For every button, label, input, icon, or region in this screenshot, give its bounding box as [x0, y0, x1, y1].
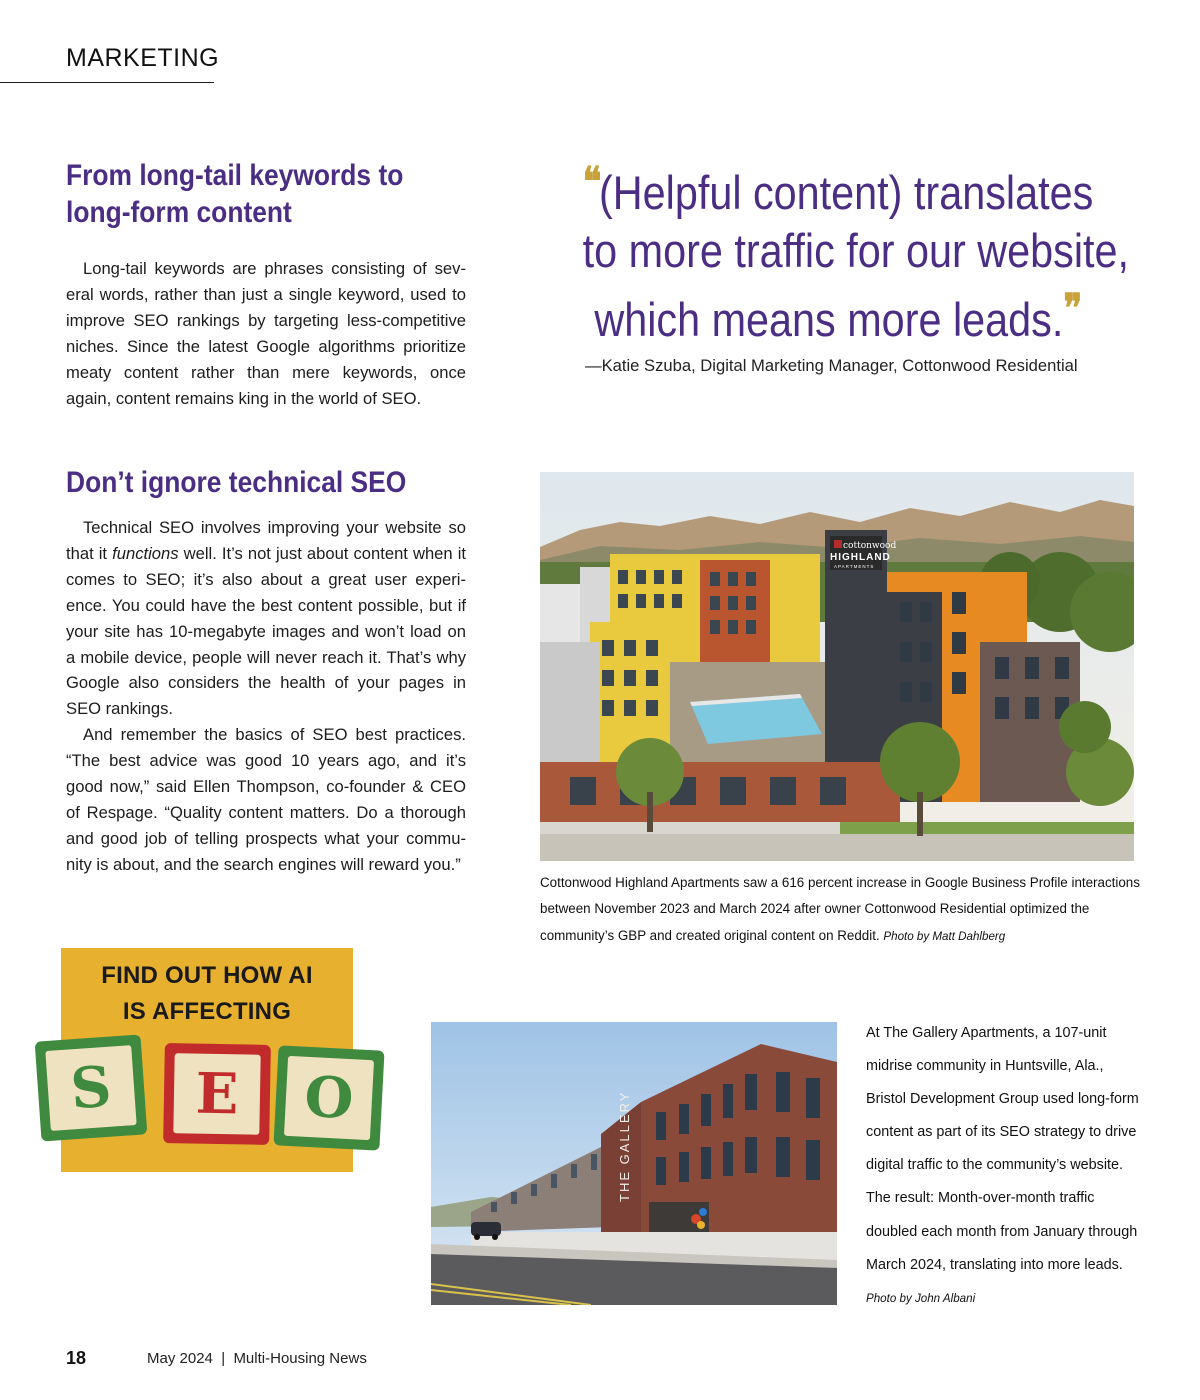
block-o-letter: O [284, 1056, 374, 1140]
open-quote-icon: ❝ [582, 158, 599, 205]
caption-cottonwood [540, 870, 1140, 950]
promo-line-2: IS AFFECTING [122, 998, 292, 1025]
photo-cottonwood-highland [540, 472, 1134, 861]
sign-apartments: APARTMENTS [834, 564, 875, 569]
pull-quote-text-1: (Helpful content) translates [598, 166, 1094, 219]
publication-line: May 2024 | Multi-Housing News [147, 1350, 367, 1367]
photo-credit-albani: Photo by John Albani [866, 1291, 976, 1305]
promo-line-1: FIND OUT HOW AI [101, 962, 313, 989]
section-rule [0, 82, 214, 83]
page-number: 18 [66, 1348, 87, 1368]
section-label: MARKETING [66, 44, 220, 72]
gallery-building-illustration [431, 1022, 837, 1305]
close-quote-icon: ❞ [1063, 285, 1080, 332]
seo-promo-box[interactable] [38, 948, 382, 1172]
block-o [273, 1045, 384, 1150]
block-s-letter: S [45, 1045, 136, 1131]
pull-quote-text-3: which means more leads. [594, 293, 1064, 346]
heading-technical-seo: Don’t ignore technical SEO [66, 466, 407, 499]
pull-quote-line-1 [583, 153, 1092, 222]
pull-quote-line-2: to more traffic for our website, [582, 224, 1130, 277]
paragraph-2 [66, 515, 466, 722]
photo-credit-dahlberg: Photo by Matt Dahlberg [883, 929, 1006, 943]
paragraph-technical-seo [66, 515, 466, 878]
block-e-letter: E [173, 1053, 260, 1134]
pull-quote [548, 153, 1130, 349]
paragraph-2-end: well. It’s not just about content when it comes to SEO; it’s also about a great user experi-ence. You could have the best content possible, but if your site has 10-megabyte images and won’t load on a mobile device, people will never reach it. That’s why Google also considers the health of your pages in SEO rankings. [66, 543, 467, 719]
pull-quote-line-3 [583, 280, 1092, 349]
promo-headline [61, 958, 353, 1030]
apartment-complex-illustration [540, 472, 1134, 861]
paragraph-2-emphasis: functions [112, 543, 179, 563]
paragraph-long-tail [66, 256, 466, 411]
paragraph-1: Long-tail keywords are phrases consisting of sev-eral words, rather than just a single keyword, used to improve SEO rankings by targeting less-competitive niches. Since the latest Google algorithms prioritize meaty content rather than mere keywords, once again, content remains king in the world of SEO. [66, 259, 466, 408]
paragraph-3: And remember the basics of SEO best practices. “The best advice was good 10 years ago, and it’s good now,” said Ellen Thompson, co-founder & CEO of Respage. “Quality content matters. Do a thorough and good job of telling prospects what your commu-nity is about, and the search engines will reward you.” [66, 725, 466, 874]
paragraph-2-start: Technical SEO involves improving your website so that it [66, 518, 466, 563]
sign-the-gallery: THE GALLERY [617, 1090, 632, 1202]
caption-gallery-text: At The Gallery Apartments, a 107-unit midrise community in Huntsville, Ala., Bristol Development Group used long-form content as part of its SEO strategy to drive digital traffic to the community’s website. The result: Month-over-month traffic doubled each month from January through March 2024, translating into more leads. [866, 1025, 1139, 1273]
pull-quote-attribution: —Katie Szuba, Digital Marketing Manager, Cottonwood Residential [585, 356, 1078, 375]
sign-cottonwood: cottonwood [843, 541, 897, 551]
block-e [163, 1043, 271, 1145]
photo-the-gallery [431, 1022, 837, 1305]
heading-long-tail: From long-tail keywords to long-form content [66, 159, 404, 229]
block-s [35, 1034, 148, 1141]
sign-highland: HIGHLAND [830, 552, 891, 563]
caption-gallery [866, 1017, 1146, 1315]
caption-cottonwood-text: Cottonwood Highland Apartments saw a 616 percent increase in Google Business Profile interactions between November 2023 and March 2024 after owner Cottonwood Residential optimized the community’s GBP and created original content on Reddit. [540, 875, 1140, 943]
